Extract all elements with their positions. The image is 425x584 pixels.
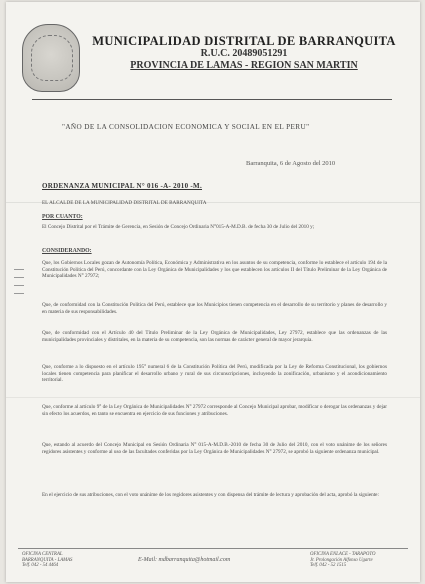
footer-email: E-Mail: mdbarranquita@hotmail.com [138, 557, 231, 563]
ruc-number: R.U.C. 20489051291 [200, 48, 288, 59]
considerando-label: CONSIDERANDO: [42, 248, 92, 254]
footer-central-office: OFICINA CENTRAL BARRANQUITA - LAMAS Telf. 042 - 54 4464 [22, 552, 73, 569]
paragraph: Que, de conformidad con la Constitución Política del Perú, establece que los Municipios tienen competencia en el desarrollo de su territorio y planes de desarrollo y en materia de sus responsabilidades. [42, 302, 387, 315]
year-title: "AÑO DE LA CONSOLIDACION ECONOMICA Y SOCIAL EN EL PERU" [62, 123, 310, 131]
page-footer [18, 548, 408, 579]
date-line: Barranquita, 6 de Agosto del 2010 [246, 160, 336, 167]
seal-emblem [31, 35, 73, 81]
footer-liaison-office: OFICINA ENLACE - TARAPOTO Jr. Prolongación Alfonso Ugarte Telf. 042 - 52 1515 [310, 552, 376, 569]
paragraph: Que, estando al acuerdo del Concejo Municipal en Sesión Ordinaria N° 015-A-M.D.B.-2010 de fecha 30 de Julio del 2010, con el voto unánime de los señores regidores asistentes y conforme al uso de las facultades conferidas por la Ley Orgánica de Municipalidades N° 27972, se aprobó la siguiente ordenanza municipal. [42, 442, 387, 455]
letterhead [84, 34, 404, 71]
paragraph: Que, de conformidad con el Artículo 40 del Título Preliminar de la Ley Orgánica de Municipalidades, Ley 27972, establece que las ordenanzas de las municipalidades provinciales y distritales, en la materia de su competencia, son las normas de carácter general de mayor jerarquía. [42, 330, 387, 343]
paragraph: Que, conforme al artículo 9° de la Ley Orgánica de Municipalidades N° 27972 corresponde al Concejo Municipal aprobar, modificar o derogar las ordenanzas y dejar sin efecto los acuerdos, en tanto se encuentra en ejercicio de sus funciones y atribuciones. [42, 404, 387, 417]
document-page [6, 2, 420, 582]
por-cuanto-text: El Concejo Distrital por el Trámite de Gerencia, en Sesión de Concejo Ordinaria N°015-A-M.D.B. de fecha 30 de Julio del 2010 y; [42, 224, 315, 230]
paragraph: Que, los Gobiernos Locales gozan de Autonomía Política, Económica y Administrativa en los asuntos de su competencia, conforme lo establece el artículo 194 de la Constitución Política del Perú, concordante con la Ley Orgánica de Municipalidades y los que establecen los artículos II del Título Preliminar de la Ley Orgánica de Municipalidades N° 27972; [42, 260, 387, 280]
paragraph: En el ejercicio de sus atribuciones, con el voto unánime de los regidores asistentes y con dispensa del trámite de lectura y aprobación del acta, aprobó la siguiente: [42, 492, 379, 498]
margin-marks [14, 262, 32, 322]
fold-crease [6, 397, 420, 398]
alcalde-line: EL ALCALDE DE LA MUNICIPALIDAD DISTRITAL DE BARRANQUITA [42, 200, 207, 206]
header-divider [32, 99, 392, 100]
municipal-seal-logo [22, 24, 80, 92]
municipality-name: MUNICIPALIDAD DISTRITAL DE BARRANQUITA [92, 34, 396, 48]
ordinance-title: ORDENANZA MUNICIPAL N° 016 -A- 2010 -M. [42, 182, 203, 190]
province-line: PROVINCIA DE LAMAS - REGION SAN MARTIN [130, 60, 358, 71]
por-cuanto-label: POR CUANTO: [42, 214, 83, 220]
paragraph: Que, conforme a lo dispuesto en el artículo 195° numeral 6 de la Constitución Política del Perú, modificada por la Ley de Reforma Constitucional, los gobiernos locales tienen competencia para planificar el desarrollo urbano y rural de sus circunscripciones, incluyendo la zonificación, urbanismo y el acondicionamiento territorial. [42, 364, 387, 384]
